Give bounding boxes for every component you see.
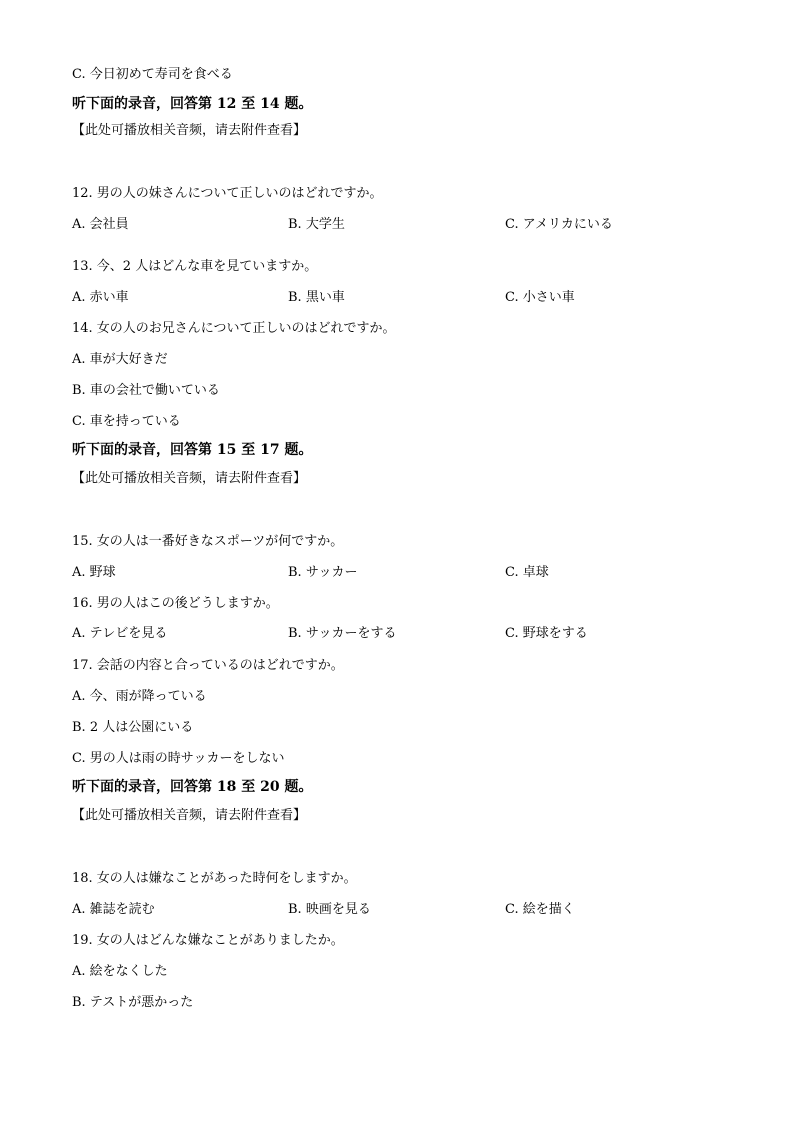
q19-option-b: B. テストが悪かった	[72, 995, 194, 1010]
q13-option-a: A. 赤い車	[72, 290, 129, 305]
question-14: 14. 女の人のお兄さんについて正しいのはどれですか。	[72, 321, 396, 336]
section-heading-18-20: 听下面的录音，回答第 18 至 20 题。	[72, 779, 313, 795]
question-15: 15. 女の人は一番好きなスポーツが何ですか。	[72, 534, 344, 549]
q16-option-b: B. サッカーをする	[288, 626, 397, 641]
q14-option-b: B. 車の会社で働いている	[72, 383, 220, 398]
q12-option-a: A. 会社員	[72, 217, 129, 232]
q14-option-a: A. 車が大好きだ	[72, 352, 168, 367]
q17-option-a: A. 今、雨が降っている	[72, 689, 207, 704]
q18-option-c: C. 絵を描く	[505, 902, 575, 917]
audio-note: 【此处可播放相关音频，请去附件查看】	[72, 123, 307, 138]
q14-option-c: C. 車を持っている	[72, 414, 181, 429]
q13-option-b: B. 黒い車	[288, 290, 345, 305]
question-13: 13. 今、2 人はどんな車を見ていますか。	[72, 259, 318, 274]
option-c-prev: C. 今日初めて寿司を食べる	[72, 67, 233, 82]
q15-option-c: C. 卓球	[505, 565, 549, 580]
q12-option-c: C. アメリカにいる	[505, 217, 613, 232]
section-heading-12-14: 听下面的录音，回答第 12 至 14 题。	[72, 96, 313, 112]
q19-option-a: A. 絵をなくした	[72, 964, 168, 979]
q17-option-b: B. 2 人は公園にいる	[72, 720, 194, 735]
q18-option-a: A. 雑誌を読む	[72, 902, 155, 917]
q16-option-c: C. 野球をする	[505, 626, 588, 641]
q18-option-b: B. 映画を見る	[288, 902, 371, 917]
question-19: 19. 女の人はどんな嫌なことがありましたか。	[72, 933, 344, 948]
question-16: 16. 男の人はこの後どうしますか。	[72, 596, 279, 611]
question-17: 17. 会話の内容と合っているのはどれですか。	[72, 658, 344, 673]
section-heading-15-17: 听下面的录音，回答第 15 至 17 题。	[72, 442, 313, 458]
q12-option-b: B. 大学生	[288, 217, 345, 232]
question-18: 18. 女の人は嫌なことがあった時何をしますか。	[72, 871, 357, 886]
q15-option-b: B. サッカー	[288, 565, 358, 580]
q17-option-c: C. 男の人は雨の時サッカーをしない	[72, 751, 285, 766]
audio-note: 【此处可播放相关音频，请去附件查看】	[72, 471, 307, 486]
q13-option-c: C. 小さい車	[505, 290, 575, 305]
q16-option-a: A. テレビを見る	[72, 626, 168, 641]
q15-option-a: A. 野球	[72, 565, 116, 580]
question-12: 12. 男の人の妹さんについて正しいのはどれですか。	[72, 186, 383, 201]
audio-note: 【此处可播放相关音频，请去附件查看】	[72, 808, 307, 823]
